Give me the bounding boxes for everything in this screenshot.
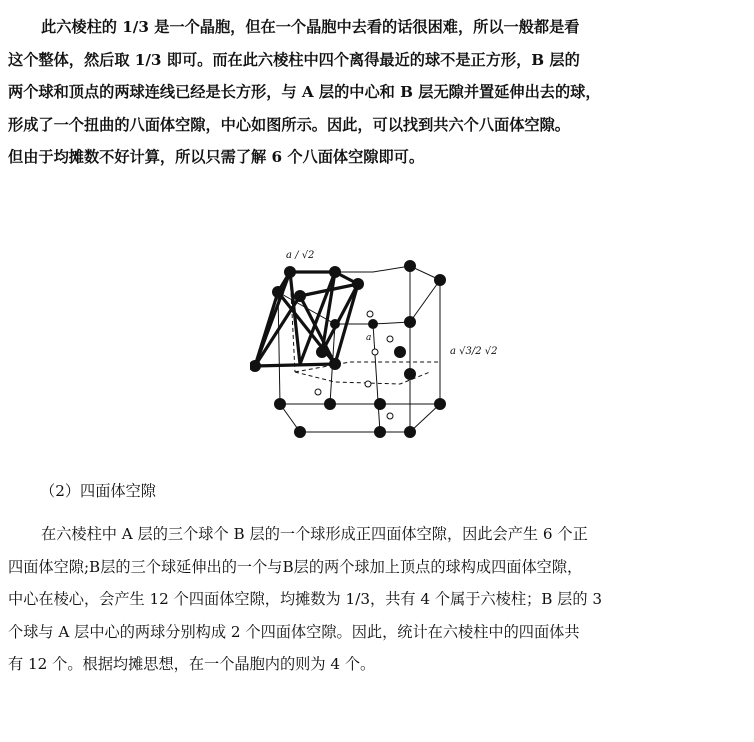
text-line: 中心在棱心，会产生 12 个四面体空隙，均摊数为 1/3，共有 4 个属于六棱柱；B 层的 3 xyxy=(8,590,603,608)
label-side: a √3/2 √2 xyxy=(450,346,498,357)
paragraph-tetrahedral xyxy=(8,518,746,681)
label-center: a xyxy=(366,333,372,343)
text-line: 个球与 A 层中心的两球分别构成 2 个四面体空隙。因此，统计在六棱柱中的四面体共 xyxy=(8,622,580,641)
text-line: 此六棱柱的 1/3 是一个晶胞，但在一个晶胞中去看的话很困难，所以一般都是看 xyxy=(41,18,580,36)
text-line: 但由于均摊数不好计算，所以只需了解 6 个八面体空隙即可。 xyxy=(8,148,425,166)
hexagonal-prism-diagram xyxy=(250,244,520,444)
paragraph-octahedral xyxy=(8,11,746,174)
text-line: 四面体空隙;B层的三个球延伸出的一个与B层的两个球加上顶点的球构成四面体空隙， xyxy=(8,557,583,576)
text-line: 两个球和顶点的两球连线已经是长方形，与 A 层的中心和 B 层无隙并置延伸出去的球， xyxy=(8,83,601,101)
text-line: 形成了一个扭曲的八面体空隙，中心如图所示。因此，可以找到共六个八面体空隙。 xyxy=(8,115,570,134)
label-top: a / √2 xyxy=(286,250,315,261)
section-heading: （2）四面体空隙 xyxy=(40,482,156,500)
text-line: 这个整体，然后取 1/3 即可。而在此六棱柱中四个离得最近的球不是正方形，B 层的 xyxy=(8,50,580,69)
text-line: 有 12 个。根据均摊思想，在一个晶胞内的则为 4 个。 xyxy=(8,655,376,673)
text-line: 在六棱柱中 A 层的三个球个 B 层的一个球形成正四面体空隙，因此会产生 6 个正 xyxy=(41,525,588,543)
hexagonal-prism-figure xyxy=(250,244,520,444)
